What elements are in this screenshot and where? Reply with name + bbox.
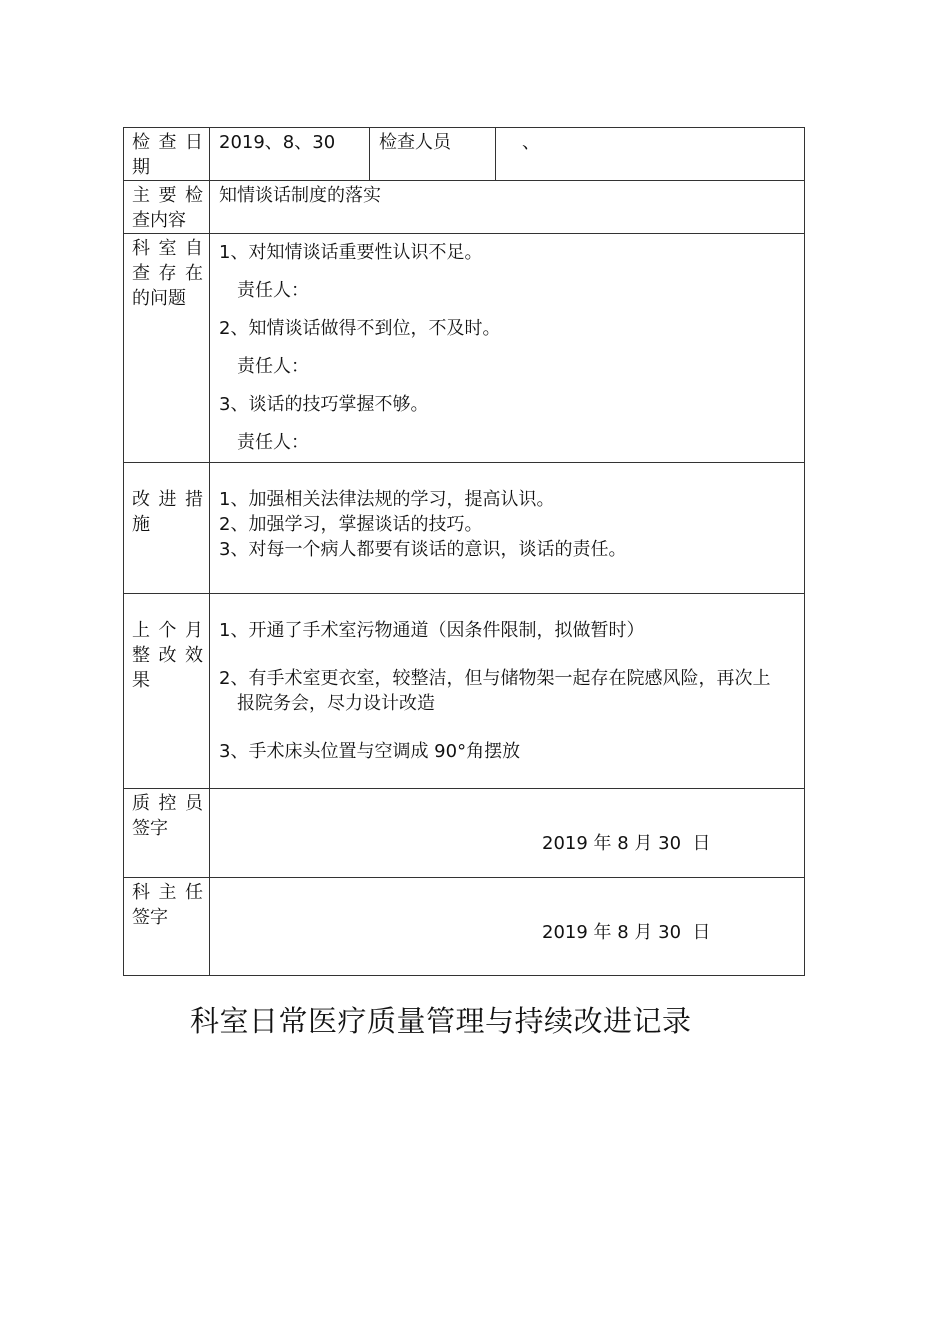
row-main-content (124, 181, 805, 234)
self-check-label-cell (124, 234, 210, 463)
row-improve (124, 463, 805, 594)
responsible-person-label: 责任人： (237, 280, 309, 301)
self-check-item: 3、谈话的技巧掌握不够。 (219, 394, 429, 415)
self-check-item: 2、知情谈话做得不到位，不及时。 (219, 318, 501, 339)
inspector-label-cell (370, 128, 496, 181)
check-date-label-cell (124, 128, 210, 181)
director-sign-label-cell (124, 878, 210, 976)
main-content-label-cell (124, 181, 210, 234)
main-content-value-cell (210, 181, 805, 234)
last-month-items-cell (210, 594, 805, 789)
row-qc-sign (124, 789, 805, 878)
row-last-month (124, 594, 805, 789)
row-check-date (124, 128, 805, 181)
check-date-label: 检 查 日 期 (132, 132, 203, 178)
improve-label-cell (124, 463, 210, 594)
improve-item: 1、加强相关法律法规的学习，提高认识。 (219, 489, 555, 510)
self-check-label: 科 室 自 查 存 在 的问题 (132, 238, 203, 309)
inspector-label: 检查人员 (379, 132, 451, 153)
last-month-item: 3、手术床头位置与空调成 90°角摆放 (219, 741, 521, 762)
improve-item: 2、加强学习，掌握谈话的技巧。 (219, 514, 483, 535)
row-director-sign (124, 878, 805, 976)
last-month-label-cell (124, 594, 210, 789)
qc-sign-label: 质 控 员 签字 (132, 793, 203, 839)
main-content-label: 主 要 检 查内容 (132, 185, 203, 231)
last-month-item: 2、有手术室更衣室，较整洁，但与储物架一起存在院感风险，再次上 (219, 668, 771, 689)
self-check-item: 1、对知情谈话重要性认识不足。 (219, 242, 483, 263)
improve-item: 3、对每一个病人都要有谈话的意识，谈话的责任。 (219, 539, 627, 560)
director-sign-date: 2019 年 8 月 30 日 (542, 922, 711, 943)
check-date-value-cell (210, 128, 370, 181)
main-content-value: 知情谈话制度的落实 (219, 185, 381, 206)
inspector-value-cell (496, 128, 805, 181)
page-title: 科室日常医疗质量管理与持续改进记录 (190, 1004, 692, 1038)
check-date-value: 2019、8、30 (219, 132, 336, 153)
qc-sign-cell (210, 789, 805, 878)
director-sign-label: 科 主 任 签字 (132, 882, 203, 928)
director-sign-cell (210, 878, 805, 976)
responsible-person-label: 责任人： (237, 432, 309, 453)
qc-sign-date: 2019 年 8 月 30 日 (542, 833, 711, 854)
last-month-item: 1、开通了手术室污物通道（因条件限制，拟做暂时） (219, 620, 645, 641)
inspector-value: 、 (522, 132, 540, 153)
improve-items-cell (210, 463, 805, 594)
improve-label: 改 进 措 施 (132, 489, 203, 535)
responsible-person-label: 责任人： (237, 356, 309, 377)
last-month-item-continued: 报院务会，尽力设计改造 (237, 693, 435, 714)
row-self-check (124, 234, 805, 463)
last-month-label: 上 个 月 整 改 效 果 (132, 620, 203, 691)
qc-sign-label-cell (124, 789, 210, 878)
self-check-items-cell (210, 234, 805, 463)
inspection-record-table (123, 127, 805, 976)
